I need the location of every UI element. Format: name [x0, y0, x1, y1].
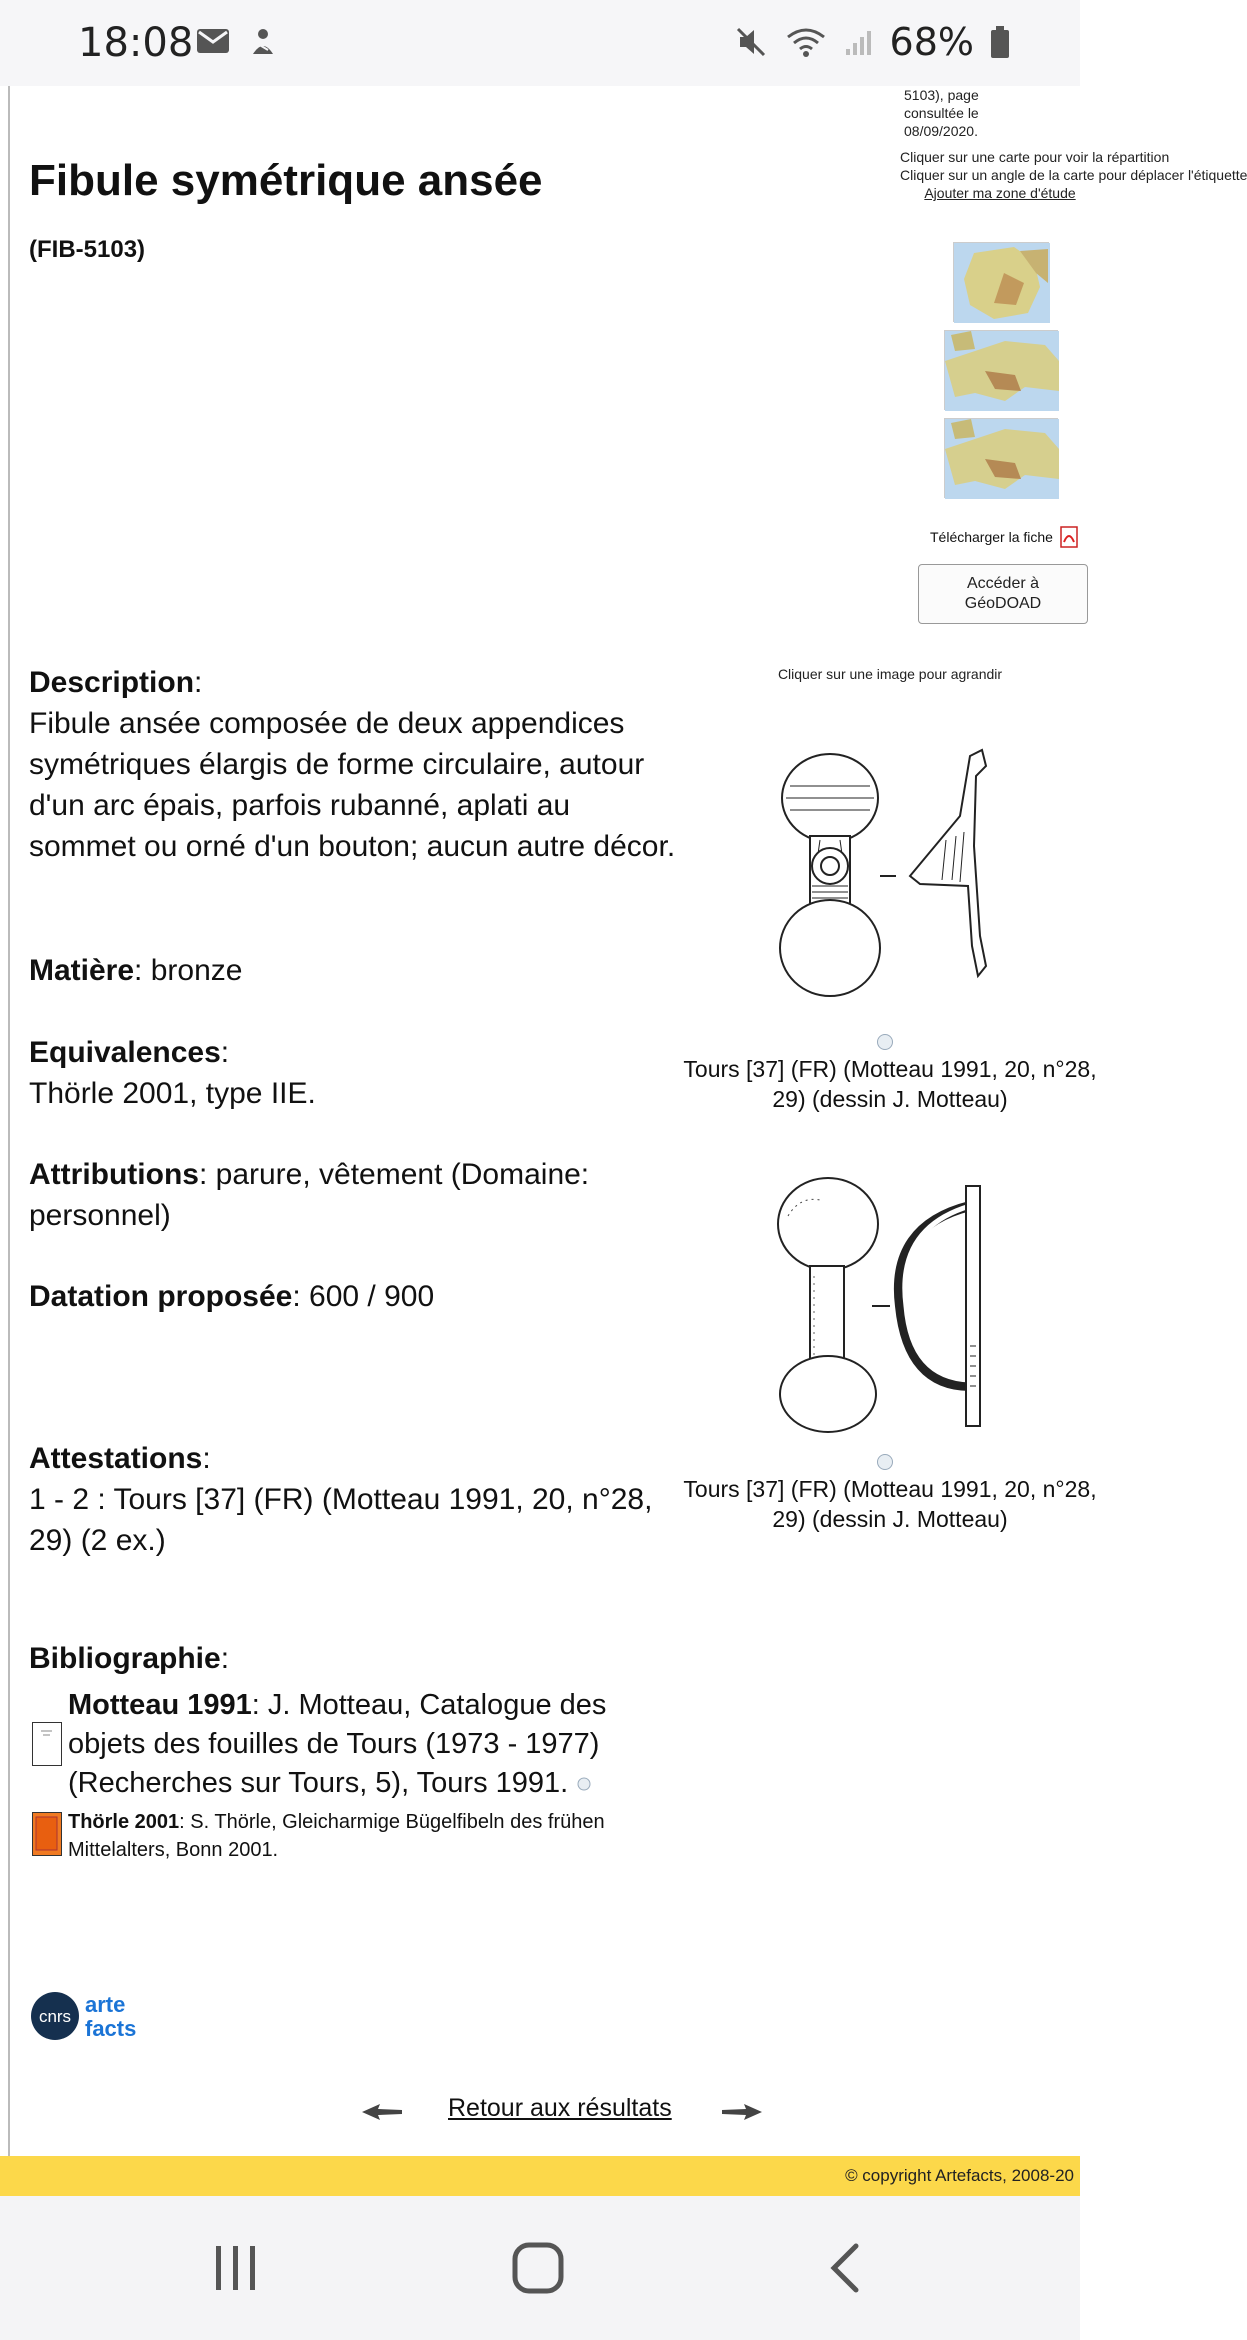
info-icon-1[interactable] — [877, 1034, 893, 1050]
download-sheet[interactable] — [930, 526, 1079, 548]
battery-percentage: 68% — [889, 20, 974, 64]
attestations-label: Attestations — [29, 1442, 203, 1475]
equivalences-label: Equivalences — [29, 1036, 221, 1069]
consulted-note: 5103), page consultée le 08/09/2020. — [904, 87, 979, 139]
back-to-results-link[interactable]: Retour aux résultats — [448, 2094, 672, 2122]
attributions-label: Attributions — [29, 1158, 199, 1191]
copyright-text: © copyright Artefacts, 2008-20 — [845, 2166, 1074, 2185]
bibliography-heading — [29, 1642, 229, 1676]
attributions-section — [29, 1154, 679, 1236]
matiere-value: : bronze — [134, 954, 243, 987]
bibliography-entry-motteau — [68, 1686, 668, 1803]
previous-arrow-icon[interactable] — [360, 2100, 404, 2124]
bibliography-entry-thorle — [68, 1808, 668, 1864]
footer-bar — [0, 2156, 1080, 2196]
battery-icon — [990, 25, 1010, 59]
equivalences-value: Thörle 2001, type IIE. — [29, 1077, 316, 1110]
mute-icon — [734, 25, 768, 59]
add-study-zone-link[interactable]: Ajouter ma zone d'étude — [924, 185, 1076, 201]
equivalences-colon: : — [220, 1036, 230, 1069]
image-hint: Cliquer sur une image pour agrandir — [777, 666, 1003, 682]
back-icon[interactable] — [826, 2242, 862, 2294]
home-icon[interactable] — [512, 2242, 564, 2294]
datation-value: : 600 / 900 — [292, 1280, 435, 1313]
cnrs-logo-text: cnrs — [38, 2007, 72, 2026]
map-europe-1[interactable] — [944, 330, 1058, 410]
description-section — [29, 662, 679, 867]
recent-apps-icon[interactable] — [212, 2244, 260, 2292]
download-label[interactable]: Télécharger la fiche — [930, 529, 1053, 545]
wifi-icon — [784, 25, 828, 59]
info-icon-2[interactable] — [877, 1454, 893, 1470]
bib-text-motteau: : J. Motteau, Catalogue des objets des fouilles de Tours (1973 - 1977) (Recherches sur Tours, 5), Tours 1991. — [68, 1689, 607, 1799]
bib-text-thorle: : S. Thörle, Gleicharmige Bügelfibeln des frühen Mittelalters, Bonn 2001. — [68, 1811, 605, 1861]
figure-drawing-1[interactable] — [760, 736, 1010, 1006]
book-cover-icon-thorle[interactable] — [32, 1812, 62, 1856]
next-arrow-icon[interactable] — [720, 2100, 764, 2124]
status-bar — [0, 0, 1080, 86]
datation-section — [29, 1276, 679, 1317]
partner-logos — [30, 1990, 140, 2042]
status-time: 18:08 — [78, 20, 194, 66]
left-border — [8, 86, 10, 2156]
geodoad-button[interactable] — [918, 564, 1088, 624]
cnrs-logo[interactable] — [30, 1991, 80, 2041]
artefacts-logo-text-1: arte — [85, 1992, 126, 2017]
mail-icon — [196, 26, 230, 56]
map-instruction-2: Cliquer sur un angle de la carte pour déplacer l'étiquette — [900, 167, 1247, 183]
bibliography-colon: : — [220, 1642, 230, 1675]
attributions-value: : parure, vêtement (Domaine: personnel) — [29, 1158, 590, 1232]
system-navigation-bar — [0, 2196, 1080, 2340]
object-code: (FIB-5103) — [29, 236, 146, 263]
description-colon: : — [194, 666, 203, 699]
map-france[interactable] — [953, 242, 1049, 322]
attestations-section — [29, 1438, 679, 1561]
geodoad-line1: Accéder à — [966, 575, 1040, 592]
description-text: Fibule ansée composée de deux appendices symétriques élargis de forme circulaire, autour d'un arc épais, parfois rubanné, aplati au sommet ou orné d'un bouton; aucun autre décor. — [29, 707, 676, 863]
equivalences-section — [29, 1032, 679, 1114]
signal-icon — [844, 27, 874, 57]
notification-icon — [248, 26, 278, 58]
figure-caption-2: Tours [37] (FR) (Motteau 1991, 20, n°28, 29) (dessin J. Motteau) — [683, 1476, 1097, 1532]
attestations-colon: : — [202, 1442, 211, 1475]
datation-label: Datation proposée — [29, 1280, 293, 1313]
description-label: Description — [29, 666, 195, 699]
geodoad-line2: GéoDOAD — [964, 595, 1042, 612]
page-content — [0, 86, 1247, 2156]
bibliography-label: Bibliographie — [29, 1642, 221, 1675]
matiere-label: Matière — [29, 954, 135, 987]
artefacts-logo-text-2: facts — [85, 2016, 137, 2041]
artefacts-logo[interactable] — [84, 1990, 140, 2042]
attestations-value: 1 - 2 : Tours [37] (FR) (Motteau 1991, 20, n°28, 29) (2 ex.) — [29, 1483, 653, 1557]
book-cover-icon-motteau[interactable] — [32, 1722, 62, 1766]
results-navigation — [360, 2092, 780, 2132]
info-icon-bib[interactable] — [576, 1776, 592, 1792]
figure-drawing-2[interactable] — [760, 1166, 1010, 1436]
figure-caption-1: Tours [37] (FR) (Motteau 1991, 20, n°28, 29) (dessin J. Motteau) — [683, 1056, 1097, 1112]
map-instructions — [900, 148, 1247, 202]
bib-author-thorle: Thörle 2001 — [68, 1811, 180, 1833]
matiere-section — [29, 950, 679, 991]
map-europe-2[interactable] — [944, 418, 1058, 498]
map-instruction-1: Cliquer sur une carte pour voir la répartition — [900, 149, 1170, 165]
pdf-icon[interactable] — [1059, 526, 1079, 548]
bib-author-motteau: Motteau 1991 — [68, 1689, 252, 1721]
page-title: Fibule symétrique ansée — [29, 156, 543, 205]
